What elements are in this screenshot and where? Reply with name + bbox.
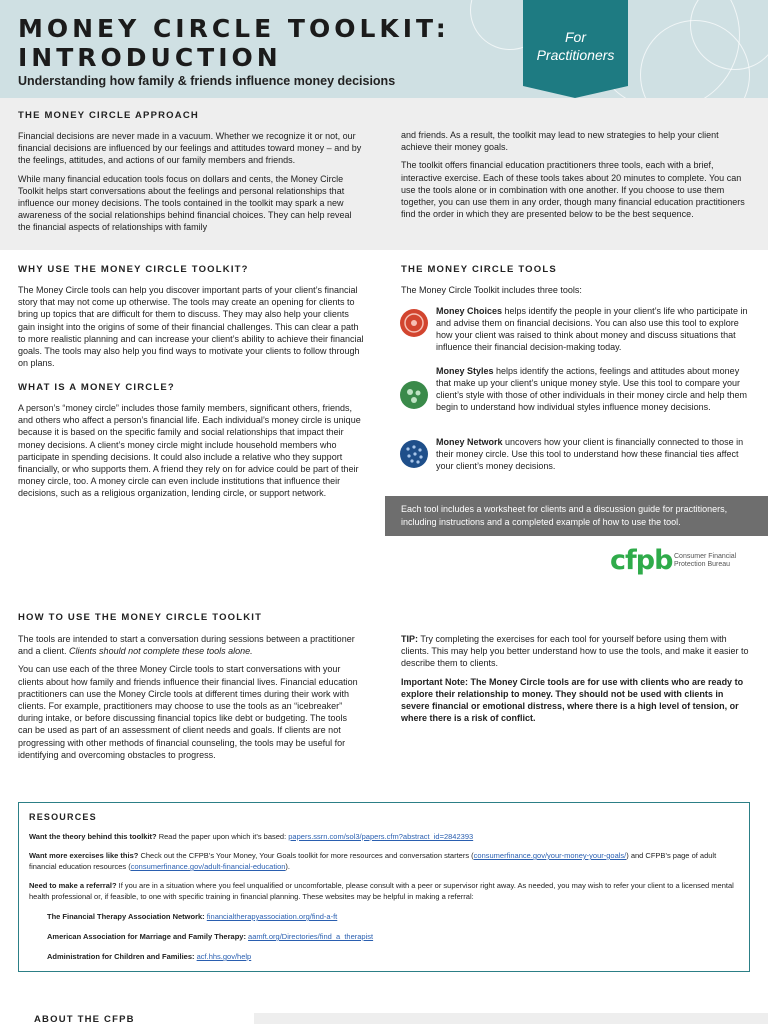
about-heading: ABOUT THE CFPB: [34, 1014, 135, 1024]
tab-line-2: Practitioners: [536, 47, 615, 63]
tool-desc: helps identify the actions, feelings and attitudes about money that make up your client’s unique money style. Use this tool to compare your client’s style with those of other individuals in their money circle and help them begin to understand how individual styles influence money decisions.: [436, 366, 747, 412]
how-paragraph: You can use each of the three Money Circle tools to start conversations with your clients about how family and friends influence their financial lives. Financial education practitioners can use the Money Circle tools at different times during their work with clients. For example, practitioners may choose to use the tools as an “icebreaker” during intake, or before discussing financial topics like debt or budgeting. The tools can be used as part of an assessment of client needs and goals. If clients are not progressing with other methods of financial counseling, the tools may be useful for identifying and overcoming obstacles to progress.: [18, 664, 358, 760]
tool-description: [436, 365, 750, 413]
org-link[interactable]: aamft.org/Directories/find_a_therapist: [248, 932, 374, 941]
org-name: The Financial Therapy Association Network:: [47, 912, 205, 921]
about-bar: [254, 1013, 768, 1024]
cfpb-logo: [610, 545, 737, 576]
tool-description: [436, 305, 750, 353]
exercises-text: ) and CFPB’s page of adult financial education resources (: [29, 851, 717, 871]
org-link[interactable]: acf.hhs.gov/help: [196, 952, 252, 961]
approach-paragraph: and friends. As a result, the toolkit may lead to new strategies to help your client achieve their money goals.: [401, 130, 719, 153]
how-left-column: [18, 633, 363, 767]
tool-name: Money Styles: [436, 366, 494, 376]
exercises-label: Want more exercises like this?: [29, 851, 139, 860]
tip-paragraph: [401, 633, 753, 670]
important-note: [401, 676, 753, 725]
how-right-column: [401, 633, 753, 730]
approach-heading: THE MONEY CIRCLE APPROACH: [18, 110, 199, 121]
how-heading: HOW TO USE THE MONEY CIRCLE TOOLKIT: [18, 612, 263, 623]
title-line-1: MONEY CIRCLE TOOLKIT:: [18, 14, 450, 43]
cfpb-bureau-name: [674, 553, 754, 569]
referral-text: If you are in a situation where you feel unqualified or uncomfortable, please consult with a peer or supervisor right away. As needed, you may wish to refer your client to a licensed mental health professional or, if feasible, to one with specific training in financial planning. These websites may be helpful in making a referral:: [29, 881, 734, 901]
why-heading: WHY USE THE MONEY CIRCLE TOOLKIT?: [18, 264, 249, 275]
how-paragraph: [18, 633, 363, 657]
what-body: A person’s “money circle” includes those family members, significant others, friends, and others who affect a person’s financial life. Each individual’s money circle is unique because it is based on the specific family and social relationships that impact their money decisions. A client’s money circle might include household members who participate in spending decisions. It could also include a relative who they support financially, or who supports them. A friend they rely on for advice could be part of their money circle, too. A money circle can even include institutions that influence their decisions, such as a religious organization, lending circle, or support network.: [18, 403, 361, 499]
money-styles-icon: [400, 381, 428, 409]
money-choices-icon: [400, 309, 428, 337]
title-line-2: INTRODUCTION: [18, 43, 282, 72]
referral-org: [29, 951, 739, 962]
theory-text: Read the paper upon which it’s based:: [156, 832, 289, 841]
what-heading: WHAT IS A MONEY CIRCLE?: [18, 382, 175, 393]
tip-label: TIP:: [401, 634, 418, 644]
org-name: Administration for Children and Families:: [47, 952, 195, 961]
resources-box: [18, 802, 750, 972]
audience-tab: [523, 0, 628, 86]
tool-name: Money Network: [436, 437, 503, 447]
org-name: American Association for Marriage and Family Therapy:: [47, 932, 246, 941]
approach-section: [0, 98, 768, 250]
approach-right-column: [401, 129, 751, 226]
theory-label: Want the theory behind this toolkit?: [29, 832, 157, 841]
page-subtitle: Understanding how family & friends influence money decisions: [18, 74, 396, 88]
tip-text: Try completing the exercises for each tool for yourself before using them with clients. This may help you better understand how to use the tools, and make it easier to describe them to clients.: [401, 634, 749, 669]
money-network-icon: [400, 440, 428, 468]
resource-exercises: [29, 850, 739, 872]
tools-heading: THE MONEY CIRCLE TOOLS: [401, 264, 557, 275]
approach-paragraph: Financial decisions are never made in a vacuum. Whether we recognize it or not, our financial decisions are influenced by our feelings and attitudes toward money – and by the feelings, attitudes, and actions of our family members and friends.: [18, 131, 362, 166]
approach-paragraph: The toolkit offers financial education practitioners three tools, each with a brief, interactive exercise. Each of these tools takes about 20 minutes to complete. You can use the tools alone or in combination with one another. If you choose to use them together, you can use them in any order, though many financial education practitioners find the order in which they are presented below to be the best sequence.: [401, 160, 745, 220]
adult-education-link[interactable]: consumerfinance.gov/adult-financial-education: [130, 862, 286, 871]
why-body: The Money Circle tools can help you discover important parts of your client’s financial story that may not come up otherwise. The tools may create an opening for clients to bring up topics that are difficult for them to discuss. They may also help your clients gain insight into the origins of some of their financial challenges. This can clear a path to more realistic planning and can increase your client’s ability to achieve their financial goals. The tools may also help you find ways to motivate your clients to follow through on plans.: [18, 285, 364, 369]
tool-description: [436, 436, 750, 472]
how-emphasis: Clients should not complete these tools alone.: [69, 646, 253, 657]
org-link[interactable]: financialtherapyassociation.org/find-a-ft: [206, 912, 338, 921]
approach-left-column: [18, 130, 363, 240]
theory-link[interactable]: papers.ssrn.com/sol3/papers.cfm?abstract_id=2842393: [288, 832, 474, 841]
resource-theory: [29, 831, 739, 842]
page-title: [18, 14, 450, 72]
resource-referral: [29, 880, 739, 902]
cfpb-mark: cfpb: [610, 545, 673, 576]
referral-label: Need to make a referral?: [29, 881, 117, 890]
referral-org: [29, 911, 739, 922]
resources-heading: RESOURCES: [29, 812, 97, 822]
tab-line-1: For: [565, 29, 586, 45]
bureau-line-1: Consumer Financial: [674, 553, 737, 560]
how-text: The tools are intended to start a conversation during sessions between a practitioner and a client.: [18, 634, 355, 657]
header-band: [0, 0, 768, 98]
tools-intro: The Money Circle Toolkit includes three tools:: [401, 285, 582, 295]
tool-name: Money Choices: [436, 306, 503, 316]
important-text: Important Note: The Money Circle tools are for use with clients who are ready to explore their relationship to money. They should not be used with clients in severe financial or emotional distress, where there is a high level of tension, or where there is a risk of conflict.: [401, 676, 744, 724]
exercises-text: ).: [285, 862, 291, 871]
tool-desc: helps identify the people in your client’s life who participate in and advise them on financial decisions. You can also use this tool to explore how your client was raised to think about money and discuss situations that influence their financial decision-making today.: [436, 306, 748, 352]
tool-desc: uncovers how your client is financially connected to those in their money circle. Use this tool to understand how these financial ties affect your client’s money decisions.: [436, 437, 744, 471]
exercises-text: Check out the CFPB’s Your Money, Your Goals toolkit for more resources and conversation starters (: [138, 851, 474, 860]
tools-note-box: Each tool includes a worksheet for clients and a discussion guide for practitioners, including instructions and a completed example of how to use the tool.: [385, 496, 768, 536]
referral-org: [29, 931, 739, 942]
your-money-goals-link[interactable]: consumerfinance.gov/your-money-your-goals/: [473, 851, 627, 860]
approach-paragraph: While many financial education tools focus on dollars and cents, the Money Circle Toolkit helps start conversations about the feelings and personal relationships that influence our money decisions. The tools contained in the toolkit may spark a new awareness of the social relationships behind financial choices. They can help reveal the financial aspects of relationships with family: [18, 173, 352, 233]
bureau-line-2: Protection Bureau: [674, 561, 731, 568]
